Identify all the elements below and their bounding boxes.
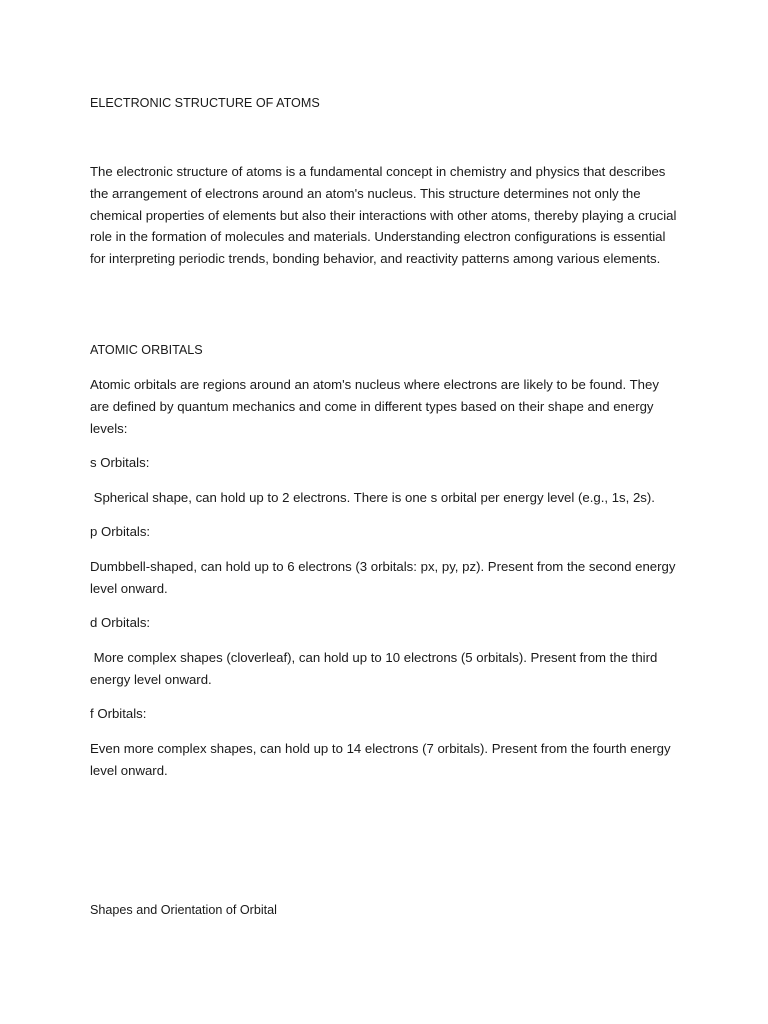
orbital-label-s: s Orbitals:: [90, 455, 150, 470]
orbital-label-f: f Orbitals:: [90, 706, 147, 721]
orbital-label-d: d Orbitals:: [90, 615, 151, 630]
orbital-text-p: Dumbbell-shaped, can hold up to 6 electrons (3 orbitals: px, py, pz). Present from the second energy level onward.: [90, 559, 676, 596]
atomic-orbitals-description: Atomic orbitals are regions around an atom's nucleus where electrons are likely to be found. They are defined by quantum mechanics and come in different types based on their shape and energy levels:: [90, 377, 659, 436]
document-title: ELECTRONIC STRUCTURE OF ATOMS: [90, 96, 320, 110]
section-heading-shapes: Shapes and Orientation of Orbital: [90, 903, 277, 917]
orbital-text-s: Spherical shape, can hold up to 2 electrons. There is one s orbital per energy level (e.g., 1s, 2s).: [90, 490, 655, 505]
orbital-text-d: More complex shapes (cloverleaf), can hold up to 10 electrons (5 orbitals). Present from the third energy level onward.: [90, 650, 662, 687]
orbital-label-p: p Orbitals:: [90, 524, 151, 539]
orbital-text-f: Even more complex shapes, can hold up to 14 electrons (7 orbitals). Present from the fourth energy level onward.: [90, 741, 671, 778]
section-heading-atomic-orbitals: ATOMIC ORBITALS: [90, 343, 203, 357]
intro-paragraph: The electronic structure of atoms is a fundamental concept in chemistry and physics that describes the arrangement of electrons around an atom's nucleus. This structure determines not only the chemical properties of elements but also their interactions with other atoms, thereby playing a crucial role in the formation of molecules and materials. Understanding electron configurations is essential for interpreting periodic trends, bonding behavior, and reactivity patterns among various elements.: [90, 164, 677, 267]
